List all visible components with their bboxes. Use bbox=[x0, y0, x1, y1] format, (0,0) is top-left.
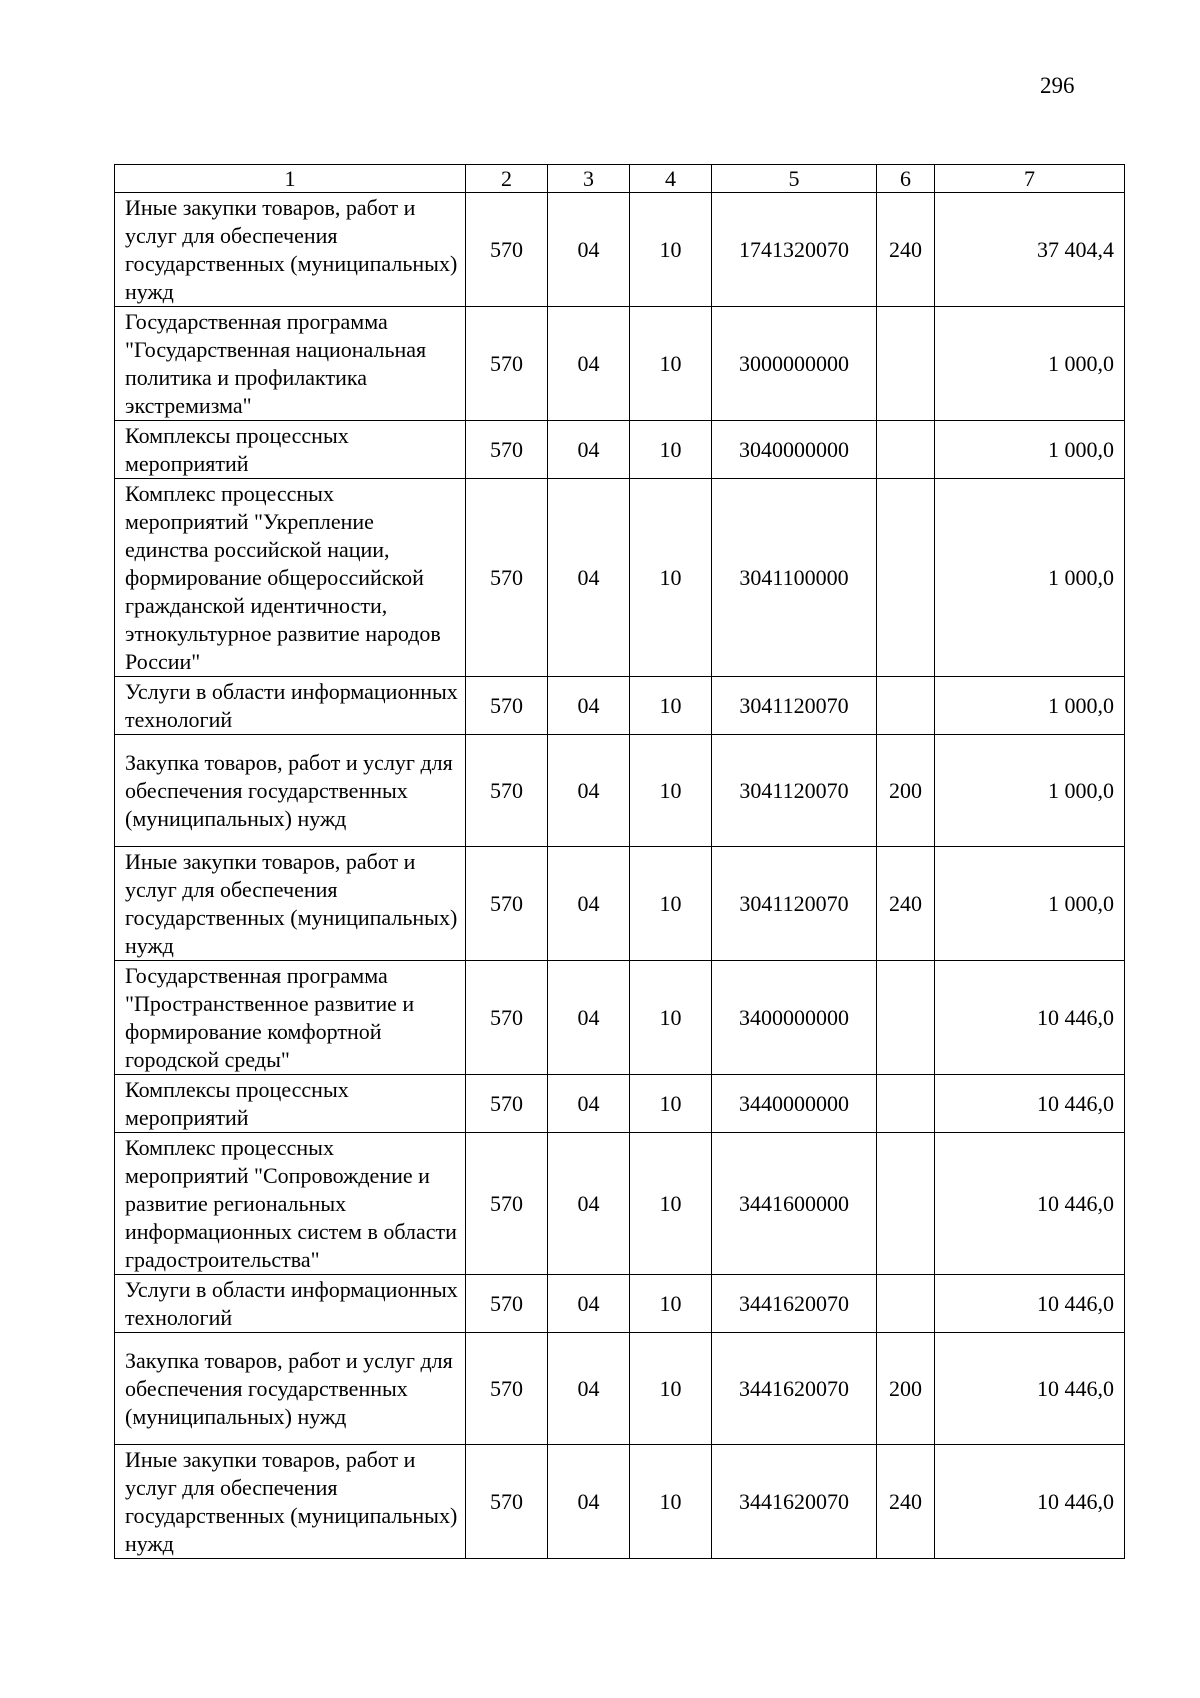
row-section-code: 04 bbox=[548, 847, 630, 961]
row-name: Иные закупки товаров, работ и услуг для обеспечения государственных (муниципальных) нужд bbox=[115, 1445, 466, 1559]
row-name: Комплексы процессных мероприятий bbox=[115, 421, 466, 479]
row-amount: 10 446,0 bbox=[935, 1275, 1125, 1333]
row-section-code: 04 bbox=[548, 1445, 630, 1559]
row-target-article: 3400000000 bbox=[712, 961, 877, 1075]
row-expense-type: 240 bbox=[877, 1445, 935, 1559]
row-amount: 37 404,4 bbox=[935, 193, 1125, 307]
row-ministry-code: 570 bbox=[466, 1275, 548, 1333]
row-subsection-code: 10 bbox=[630, 1445, 712, 1559]
row-ministry-code: 570 bbox=[466, 847, 548, 961]
row-section-code: 04 bbox=[548, 421, 630, 479]
row-target-article: 3040000000 bbox=[712, 421, 877, 479]
row-name: Закупка товаров, работ и услуг для обеспечения государственных (муниципальных) нужд bbox=[115, 735, 466, 847]
table-row bbox=[115, 735, 1125, 847]
row-amount: 1 000,0 bbox=[935, 479, 1125, 677]
header-col-6: 6 bbox=[877, 165, 935, 193]
row-name: Иные закупки товаров, работ и услуг для обеспечения государственных (муниципальных) нужд bbox=[115, 847, 466, 961]
row-ministry-code: 570 bbox=[466, 307, 548, 421]
header-col-2: 2 bbox=[466, 165, 548, 193]
table-row bbox=[115, 1133, 1125, 1275]
row-subsection-code: 10 bbox=[630, 307, 712, 421]
row-expense-type bbox=[877, 421, 935, 479]
row-ministry-code: 570 bbox=[466, 421, 548, 479]
row-subsection-code: 10 bbox=[630, 847, 712, 961]
row-expense-type bbox=[877, 479, 935, 677]
header-row bbox=[115, 165, 1125, 193]
row-target-article: 3441600000 bbox=[712, 1133, 877, 1275]
row-ministry-code: 570 bbox=[466, 1445, 548, 1559]
row-name: Закупка товаров, работ и услуг для обеспечения государственных (муниципальных) нужд bbox=[115, 1333, 466, 1445]
row-target-article: 3441620070 bbox=[712, 1275, 877, 1333]
row-target-article: 3041120070 bbox=[712, 847, 877, 961]
row-expense-type bbox=[877, 677, 935, 735]
row-amount: 1 000,0 bbox=[935, 421, 1125, 479]
table-row bbox=[115, 421, 1125, 479]
row-subsection-code: 10 bbox=[630, 1275, 712, 1333]
table-row bbox=[115, 1275, 1125, 1333]
row-target-article: 3440000000 bbox=[712, 1075, 877, 1133]
row-section-code: 04 bbox=[548, 307, 630, 421]
row-amount: 10 446,0 bbox=[935, 1333, 1125, 1445]
table-row bbox=[115, 307, 1125, 421]
row-target-article: 3041120070 bbox=[712, 735, 877, 847]
row-amount: 1 000,0 bbox=[935, 307, 1125, 421]
row-subsection-code: 10 bbox=[630, 479, 712, 677]
row-section-code: 04 bbox=[548, 961, 630, 1075]
row-section-code: 04 bbox=[548, 677, 630, 735]
header-col-3: 3 bbox=[548, 165, 630, 193]
header-col-5: 5 bbox=[712, 165, 877, 193]
table-row bbox=[115, 1075, 1125, 1133]
row-expense-type bbox=[877, 1075, 935, 1133]
row-subsection-code: 10 bbox=[630, 1075, 712, 1133]
row-name: Комплекс процессных мероприятий "Сопровождение и развитие региональных информационных систем в области градостроительства" bbox=[115, 1133, 466, 1275]
row-expense-type bbox=[877, 961, 935, 1075]
row-expense-type: 200 bbox=[877, 735, 935, 847]
row-name: Комплекс процессных мероприятий "Укрепление единства российской нации, формирование общероссийской гражданской идентичности, этнокультурное развитие народов России" bbox=[115, 479, 466, 677]
row-target-article: 3041100000 bbox=[712, 479, 877, 677]
row-amount: 10 446,0 bbox=[935, 1445, 1125, 1559]
row-amount: 1 000,0 bbox=[935, 677, 1125, 735]
row-ministry-code: 570 bbox=[466, 961, 548, 1075]
row-name: Услуги в области информационных технологий bbox=[115, 677, 466, 735]
row-ministry-code: 570 bbox=[466, 735, 548, 847]
row-subsection-code: 10 bbox=[630, 735, 712, 847]
row-ministry-code: 570 bbox=[466, 479, 548, 677]
row-ministry-code: 570 bbox=[466, 193, 548, 307]
row-name: Государственная программа "Пространственное развитие и формирование комфортной городской среды" bbox=[115, 961, 466, 1075]
table-row bbox=[115, 479, 1125, 677]
row-name: Государственная программа "Государственная национальная политика и профилактика экстремизма" bbox=[115, 307, 466, 421]
row-subsection-code: 10 bbox=[630, 193, 712, 307]
table-row bbox=[115, 677, 1125, 735]
table-row bbox=[115, 847, 1125, 961]
row-section-code: 04 bbox=[548, 193, 630, 307]
row-name: Комплексы процессных мероприятий bbox=[115, 1075, 466, 1133]
row-amount: 10 446,0 bbox=[935, 1133, 1125, 1275]
row-amount: 10 446,0 bbox=[935, 1075, 1125, 1133]
row-subsection-code: 10 bbox=[630, 961, 712, 1075]
row-ministry-code: 570 bbox=[466, 1075, 548, 1133]
table-row bbox=[115, 1445, 1125, 1559]
row-ministry-code: 570 bbox=[466, 1333, 548, 1445]
row-expense-type bbox=[877, 1275, 935, 1333]
row-subsection-code: 10 bbox=[630, 1133, 712, 1275]
row-expense-type: 200 bbox=[877, 1333, 935, 1445]
table-row bbox=[115, 193, 1125, 307]
row-section-code: 04 bbox=[548, 1275, 630, 1333]
row-target-article: 3041120070 bbox=[712, 677, 877, 735]
row-section-code: 04 bbox=[548, 479, 630, 677]
table-row bbox=[115, 1333, 1125, 1445]
row-section-code: 04 bbox=[548, 1133, 630, 1275]
row-ministry-code: 570 bbox=[466, 1133, 548, 1275]
header-col-4: 4 bbox=[630, 165, 712, 193]
row-target-article: 3000000000 bbox=[712, 307, 877, 421]
row-expense-type: 240 bbox=[877, 847, 935, 961]
row-amount: 10 446,0 bbox=[935, 961, 1125, 1075]
row-ministry-code: 570 bbox=[466, 677, 548, 735]
row-section-code: 04 bbox=[548, 1333, 630, 1445]
row-name: Услуги в области информационных технологий bbox=[115, 1275, 466, 1333]
row-name: Иные закупки товаров, работ и услуг для обеспечения государственных (муниципальных) нужд bbox=[115, 193, 466, 307]
header-col-7: 7 bbox=[935, 165, 1125, 193]
row-subsection-code: 10 bbox=[630, 677, 712, 735]
page-number: 296 bbox=[1040, 73, 1075, 98]
row-target-article: 1741320070 bbox=[712, 193, 877, 307]
budget-table bbox=[114, 164, 1125, 1559]
row-target-article: 3441620070 bbox=[712, 1445, 877, 1559]
row-expense-type bbox=[877, 307, 935, 421]
row-amount: 1 000,0 bbox=[935, 847, 1125, 961]
header-col-1: 1 bbox=[115, 165, 466, 193]
row-section-code: 04 bbox=[548, 735, 630, 847]
row-expense-type: 240 bbox=[877, 193, 935, 307]
row-section-code: 04 bbox=[548, 1075, 630, 1133]
row-expense-type bbox=[877, 1133, 935, 1275]
row-subsection-code: 10 bbox=[630, 421, 712, 479]
row-target-article: 3441620070 bbox=[712, 1333, 877, 1445]
row-amount: 1 000,0 bbox=[935, 735, 1125, 847]
row-subsection-code: 10 bbox=[630, 1333, 712, 1445]
table-row bbox=[115, 961, 1125, 1075]
